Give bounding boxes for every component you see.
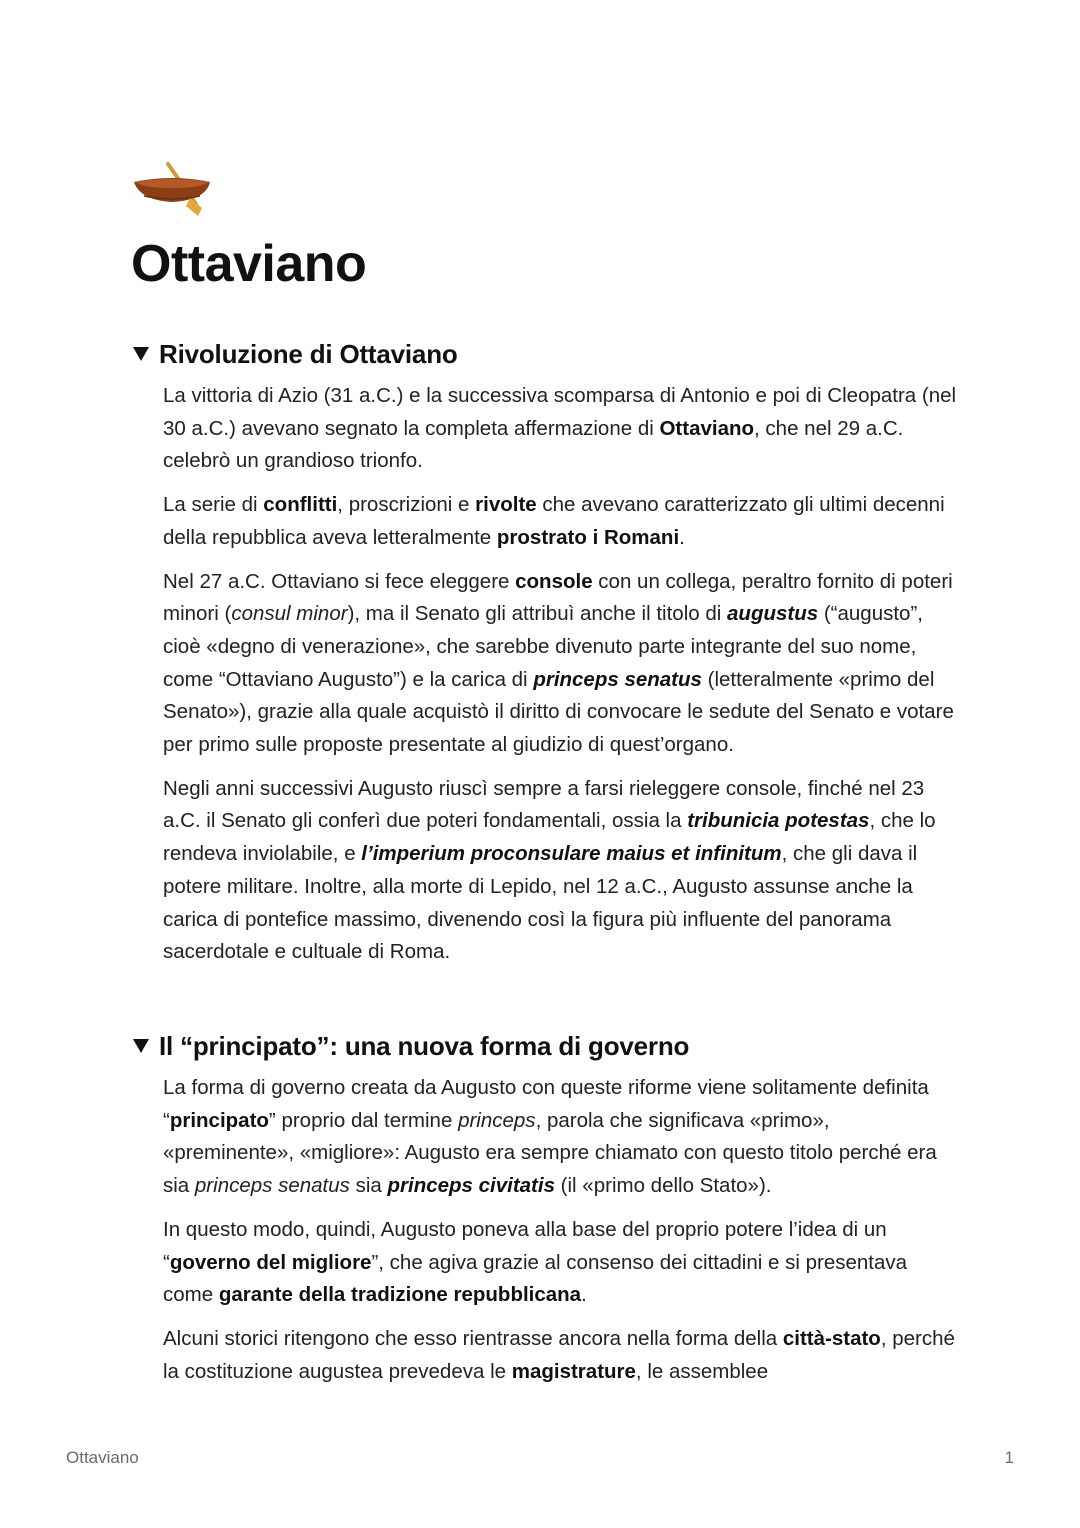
paragraph: Nel 27 a.C. Ottaviano si fece eleggere console con un collega, peraltro fornito di poteri minori (consul minor), ma il Senato gli attribuì anche il titolo di augustus (“augusto”, cioè «degno di venerazione», che sarebbe divenuto parte integrante del suo nome, come “Ottaviano Augusto”) e la carica di princeps senatus (letteralmente «primo del Senato»), grazie alla quale acquistò il diritto di convocare le sedute del Senato e votare per primo sulle proposte presentate al giudizio di quest’organo.: [163, 569, 954, 757]
paragraph: Alcuni storici ritengono che esso rientrasse ancora nella forma della città-stato, perché la costituzione augustea prevedeva le magistrature, le assemblee: [163, 1326, 955, 1383]
toggle-content: [131, 1072, 961, 1388]
paragraph: Negli anni successivi Augusto riuscì sempre a farsi rieleggere console, finché nel 23 a.C. il Senato gli conferì due poteri fondamentali, ossia la tribunicia potestas, che lo rendeva inviolabile, e l’imperium proconsulare maius et infinitum, che gli dava il potere militare. Inoltre, alla morte di Lepido, nel 12 a.C., Augusto assunse anche la carica di pontefice massimo, divenendo così la figura più influente del panorama sacerdotale e cultuale di Roma.: [163, 776, 936, 964]
footer-page-number: 1: [1004, 1448, 1014, 1467]
paragraph: In questo modo, quindi, Augusto poneva alla base del proprio potere l’idea di un “governo del migliore”, che agiva grazie al consenso dei cittadini e si presentava come garante della tradizione repubblicana.: [163, 1217, 908, 1307]
paragraph: La serie di conflitti, proscrizioni e rivolte che avevano caratterizzato gli ultimi decenni della repubblica aveva letteralmente prostrato i Romani.: [163, 493, 945, 549]
canoe-icon: [132, 160, 212, 220]
toggle-block-principato: [131, 1026, 961, 1399]
paragraph: La forma di governo creata da Augusto con queste riforme viene solitamente definita “principato” proprio dal termine princeps, parola che significava «primo», «preminente», «migliore»: Augusto era sempre chiamato con questo titolo perché era sia princeps senatus sia princeps civitatis (il «primo dello Stato»).: [163, 1076, 937, 1198]
toggle-triangle-icon[interactable]: [133, 1039, 149, 1053]
paragraph: La vittoria di Azio (31 a.C.) e la successiva scomparsa di Antonio e poi di Cleopatra (nel 30 a.C.) avevano segnato la completa affermazione di Ottaviano, che nel 29 a.C. celebrò un grandioso trionfo.: [163, 384, 957, 473]
toggle-block-rivoluzione: [131, 334, 961, 980]
page-title: Ottaviano: [131, 235, 367, 293]
toggle-triangle-icon[interactable]: [133, 347, 149, 361]
toggle-header[interactable]: [131, 334, 961, 374]
toggle-content: [131, 380, 961, 969]
toggle-header[interactable]: [131, 1026, 961, 1066]
footer-doc-name: Ottaviano: [66, 1448, 139, 1467]
toggle-title: Il “principato”: una nuova forma di governo: [159, 1030, 690, 1061]
toggle-title: Rivoluzione di Ottaviano: [159, 338, 458, 369]
